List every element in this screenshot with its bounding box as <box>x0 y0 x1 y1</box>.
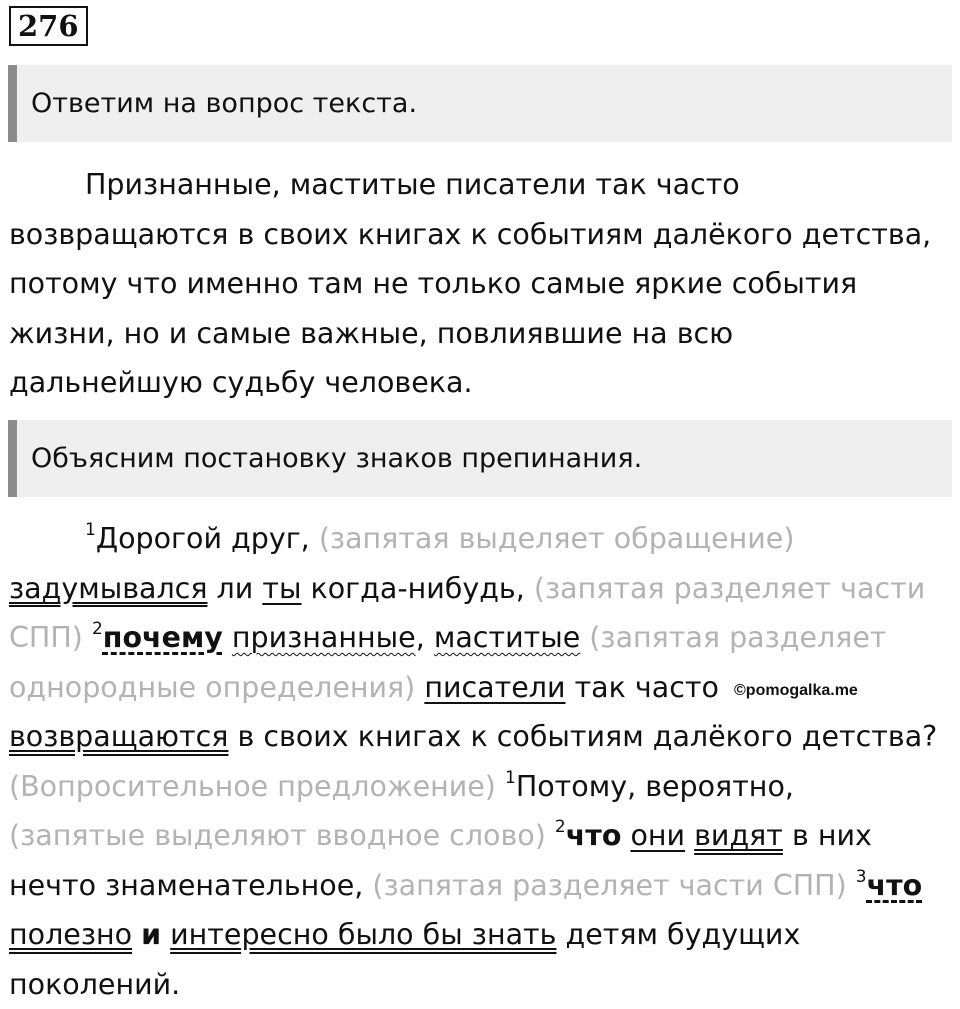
clause-number: 2 <box>555 817 566 837</box>
punctuation-note: однородные определения) <box>9 671 415 704</box>
plain-text: детям будущих <box>566 918 801 951</box>
section-heading-answer <box>8 65 952 142</box>
plain-text: так часто <box>575 671 719 704</box>
comma: , <box>416 621 425 654</box>
section-heading-punctuation <box>8 420 952 497</box>
subject: ты <box>262 572 301 605</box>
punctuation-note: (Вопросительное предложение) <box>9 770 496 803</box>
text-line <box>9 762 959 812</box>
text-line <box>9 663 959 713</box>
subject: они <box>630 819 685 852</box>
clause-number: 3 <box>856 867 867 887</box>
text-line <box>9 712 959 762</box>
attribute: признанные <box>232 621 416 654</box>
text-line: потому что именно там не только самые яркие события <box>9 259 959 309</box>
text-line <box>9 811 959 861</box>
attribute: маститые <box>434 621 580 654</box>
exercise-number: 276 <box>9 6 88 46</box>
conjunction-word: что <box>867 869 923 902</box>
text-line <box>9 613 959 663</box>
punctuation-note: (запятые выделяют вводное слово) <box>9 819 546 852</box>
punctuation-note: СПП) <box>9 621 83 654</box>
address-text: Дорогой друг, <box>96 522 310 555</box>
predicate: видят <box>694 819 783 852</box>
text-line: возвращаются в своих книгах к событиям далёкого детства, <box>9 210 959 260</box>
plain-text: в своих книгах к событиям далёкого детства? <box>238 720 938 753</box>
answer-paragraph <box>9 160 959 408</box>
conjunction: и <box>141 918 161 951</box>
predicate: полезно <box>9 918 132 951</box>
punctuation-note: (запятая разделяет части СПП) <box>372 869 846 902</box>
punctuation-note: (запятая разделяет части <box>534 572 925 605</box>
predicate: задумывался <box>9 572 207 605</box>
watermark: ©pomogalka.me <box>734 682 858 699</box>
predicate: возвращаются <box>9 720 228 753</box>
conjunction-word: почему <box>103 621 223 654</box>
plain-text: когда-нибудь, <box>311 572 525 605</box>
plain-text: нечто знаменательное, <box>9 869 363 902</box>
plain-text: поколений. <box>9 968 180 1001</box>
analysis-paragraph <box>9 514 959 1009</box>
predicate: интересно было бы знать <box>170 918 556 951</box>
text-line <box>9 960 959 1009</box>
text-line: дальнейшую судьбу человека. <box>9 358 959 408</box>
subject: писатели <box>424 671 565 704</box>
text-line <box>9 861 959 911</box>
text-line <box>9 564 959 614</box>
punctuation-note: (запятая выделяет обращение) <box>319 522 795 555</box>
plain-text: в них <box>792 819 872 852</box>
text-line: Признанные, маститые писатели так часто <box>9 160 959 210</box>
heading-text: Ответим на вопрос текста. <box>31 88 417 119</box>
clause-number: 2 <box>92 619 103 639</box>
heading-text: Объясним постановку знаков препинания. <box>31 443 642 474</box>
plain-text: ли <box>217 572 254 605</box>
text-line <box>9 514 959 564</box>
text-line <box>9 910 959 960</box>
clause-number: 1 <box>85 520 96 540</box>
plain-text: Потому, вероятно, <box>516 770 794 803</box>
punctuation-note: (запятая разделяет <box>589 621 886 654</box>
clause-number: 1 <box>505 768 516 788</box>
conjunction: что <box>566 819 622 852</box>
text-line: жизни, но и самые важные, повлиявшие на всю <box>9 309 959 359</box>
